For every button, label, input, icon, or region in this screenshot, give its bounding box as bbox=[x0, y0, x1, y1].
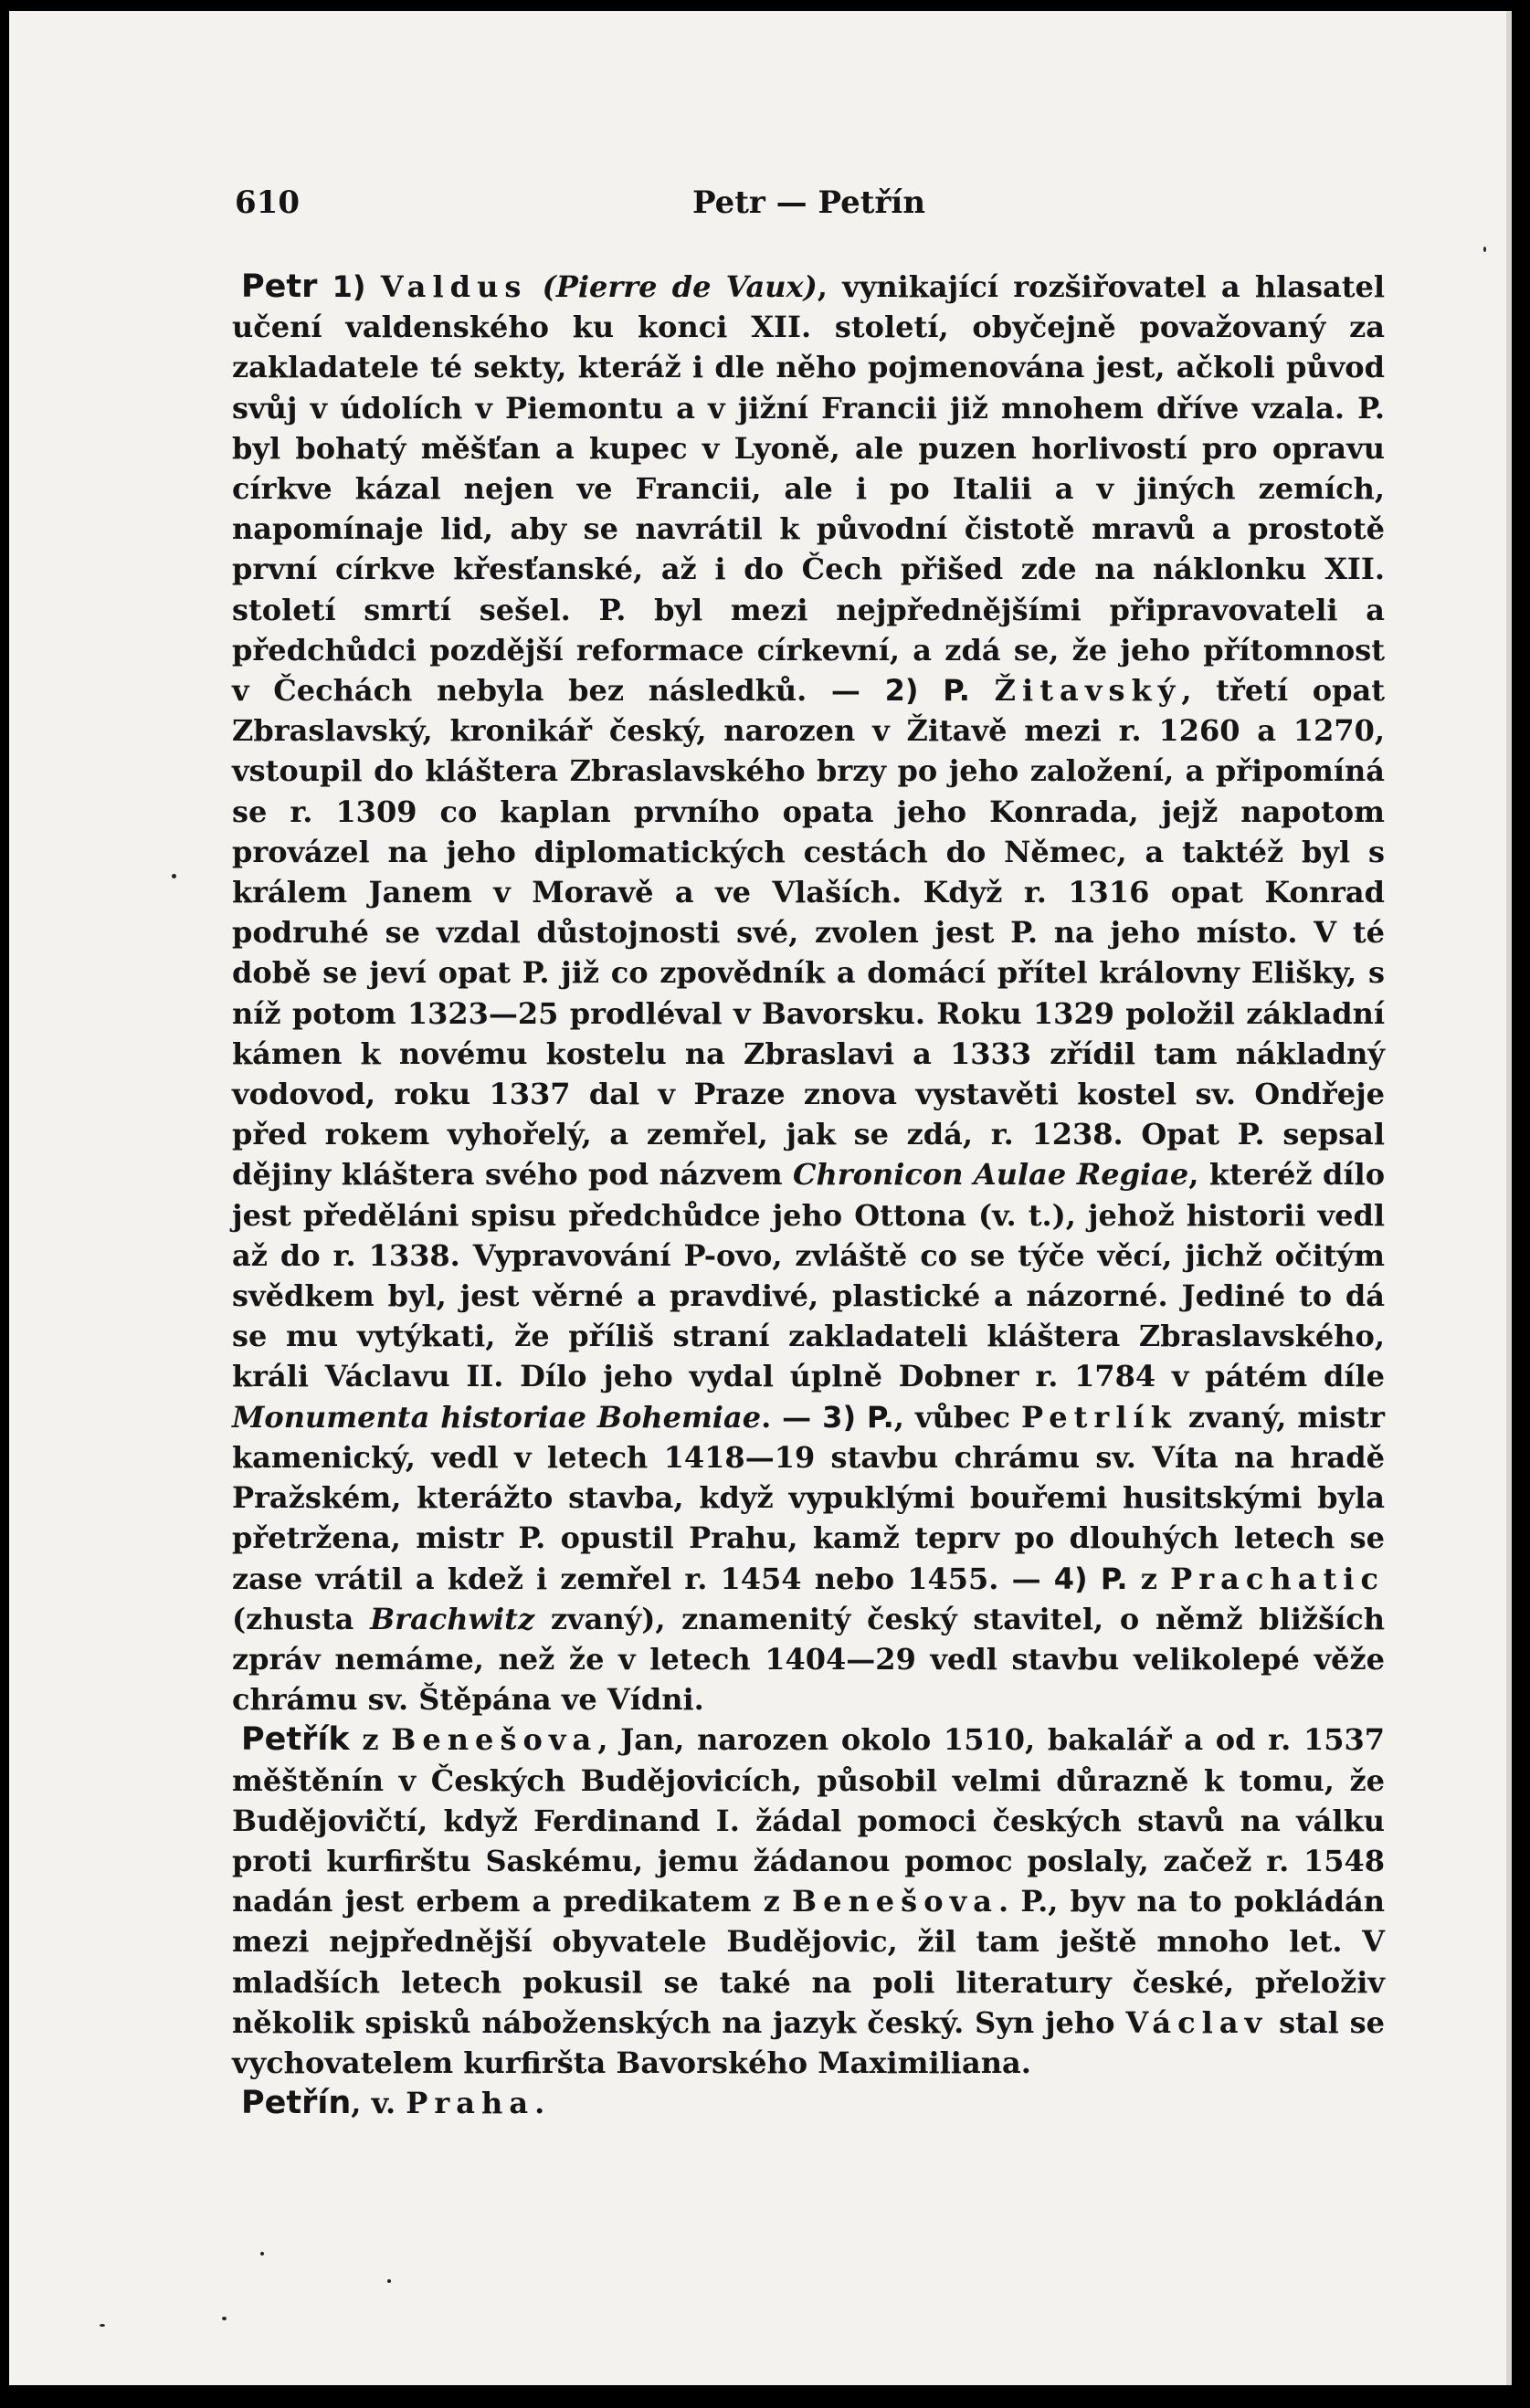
spaced-name-vaclav: Václav bbox=[1125, 2004, 1269, 2040]
alias-pierre-de-vaux: (Pierre de Vaux) bbox=[542, 269, 818, 304]
running-head: Petr — Petřín bbox=[691, 184, 926, 221]
sense-4-text-c: zvaný), znamenitý český stavitel, o němž bližších zpráv nemáme, než že v letech 1404—29 vedl stavbu velikolepé věže chrámu sv. Štěpána ve Vídni. bbox=[232, 1601, 1385, 1718]
spaced-name-prachatic: Prachatic bbox=[1170, 1561, 1386, 1596]
page bbox=[9, 11, 1512, 2385]
entry-petrik bbox=[232, 1719, 1385, 2083]
sense-number-4: 4) P. bbox=[1053, 1561, 1128, 1596]
sense-2-text-b: , kteréž dílo jest předěláni spisu předchůdce jeho Ottona (v. t.), jehož historii vedl až do r. 1338. Vypravování P-ovo, zvláště co se týče věcí, jichž očitým svědkem byl, jest věrné a pravdivé, plastické a názorné. Jediné to dá se mu vytýkati, že příliš straní zakladateli kláštera Zbraslavského, králi Václavu II. Dílo jeho vydal úplně Dobner r. 1784 v pátém díle bbox=[232, 1157, 1386, 1394]
cross-reference-praha: Praha bbox=[406, 2086, 535, 2121]
spaced-name-benesova: Benešova bbox=[391, 1722, 598, 1758]
petrik-text-c: . P., byv na to pokládán mezi nejpřednější obyvatele Budějovic, žil tam ještě mnoho let. V mladších letech pokusil se také na poli literatury české, přeloživ několik spisků náboženských na jazyk český. Syn jeho bbox=[232, 1884, 1385, 2040]
alias-brachwitz: Brachwitz bbox=[370, 1601, 535, 1636]
sense-2-text-a: , třetí opat Zbraslavský, kronikář český, narozen v Žitavě mezi r. 1260 a 1270, vstoupil do kláštera Zbraslavského brzy po jeho založení, a připomíná se r. 1309 co kaplan prvního opata jeho Konrada, jejž napotom provázel na jeho diplomatických cestách do Němec, a taktéž byl s králem Janem v Moravě a ve Vlaších. Když r. 1316 opat Konrad podruhé se vzdal důstojnosti své, zvolen jest P. na jeho místo. V té době se jeví opat P. již co zpovědník a domácí přítel královny Elišky, s níž potom 1323—25 prodléval v Bavorsku. Roku 1329 položil základní kámen k novému kostelu na Zbraslavi a 1333 zřídil tam nákladný vodovod, roku 1337 dal v Praze znova vystavěti kostel sv. Ondřeje před rokem vyhořelý, a zemřel, jak se zdá, r. 1238. Opat P. sepsal dějiny kláštera svého pod názvem bbox=[232, 673, 1386, 1193]
sense-number-1: 1) bbox=[332, 269, 366, 304]
body-text bbox=[232, 267, 1385, 2123]
sense-3-text-b: zvaný, mistr kamenický, vedl v letech 1418—19 stavbu chrámu sv. Víta na hradě Pražském, kterážto stavba, když vypuklými bouřemi husitskými byla přetržena, mistr P. opustil Prahu, kamž teprv po dlouhých letech se zase vrátil a kdež i zemřel r. 1454 nebo 1455. — bbox=[232, 1399, 1386, 1596]
sense-1-text: , vynikající rozšiřovatel a hlasatel učení valdenského ku konci XII. století, obyčejně považovaný za zakladatele té sekty, kteráž i dle něho pojmenována jest, ačkoli původ svůj v údolích v Piemontu a v jižní Francii již mnohem dříve vzala. P. byl bohatý měšťan a kupec v Lyoně, ale puzen horlivostí pro opravu církve kázal nejen ve Francii, ale i po Italii a v jiných zemích, napomínaje lid, aby se navrátil k původní čistotě mravů a prostotě první církve křesťanské, až i do Čech přišed zde na náklonku XII. století smrtí sešel. P. byl mezi nejpřednějšími připravovateli a předchůdci pozdější reformace církevní, a zdá se, že jeho přítomnost v Čechách nebyla bez následků. — bbox=[232, 269, 1386, 709]
headword-petrik: Petřík bbox=[241, 1721, 350, 1759]
spaced-name-zitavsky: Žitavský bbox=[994, 673, 1182, 709]
headword-petrin: Petřín bbox=[241, 2085, 352, 2122]
sense-4-text-b: (zhusta bbox=[232, 1601, 354, 1636]
sense-number-2: 2) P. bbox=[884, 673, 970, 709]
page-edge bbox=[1506, 11, 1512, 2385]
petrik-text-d: stal se vychovatelem kurfiršta Bavorského Maximiliana. bbox=[232, 2004, 1386, 2080]
sense-3-text-a: , vůbec bbox=[893, 1399, 1010, 1435]
title-chronicon: Chronicon Aulae Regiae bbox=[793, 1157, 1189, 1193]
spaced-name-valdus: Valdus bbox=[380, 269, 528, 304]
petrik-text-b: , Jan, narozen okolo 1510, bakalář a od r. 1537 měštěnín v Českých Budějovicích, působil velmi důrazně k tomu, že Budějovičtí, když Ferdinand I. žádal pomoci českých stavů na válku proti kurfirštu Saskému, jemu žádanou pomoc poslaly, začež r. 1548 nadán jest erbem a predikatem z bbox=[232, 1722, 1386, 1919]
entry-petrin bbox=[232, 2083, 1385, 2123]
title-monumenta: Monumenta historiae Bohemiae bbox=[232, 1399, 762, 1435]
entry-petr bbox=[232, 267, 1385, 1719]
petrin-text-a: , v. bbox=[351, 2086, 396, 2121]
spaced-name-benesova-2: Benešova bbox=[791, 1884, 999, 1919]
page-number: 610 bbox=[235, 184, 300, 221]
petrik-text-a: z bbox=[362, 1722, 379, 1758]
sense-4-text-a: z bbox=[1140, 1561, 1157, 1596]
petrin-text-b: . bbox=[534, 2086, 545, 2121]
page-header bbox=[235, 184, 1383, 225]
sense-2-text-c: . — bbox=[761, 1399, 812, 1435]
headword-petr: Petr bbox=[241, 268, 318, 305]
sense-number-3: 3) P. bbox=[822, 1399, 894, 1435]
spaced-name-petrlik: Petrlík bbox=[1020, 1399, 1177, 1435]
